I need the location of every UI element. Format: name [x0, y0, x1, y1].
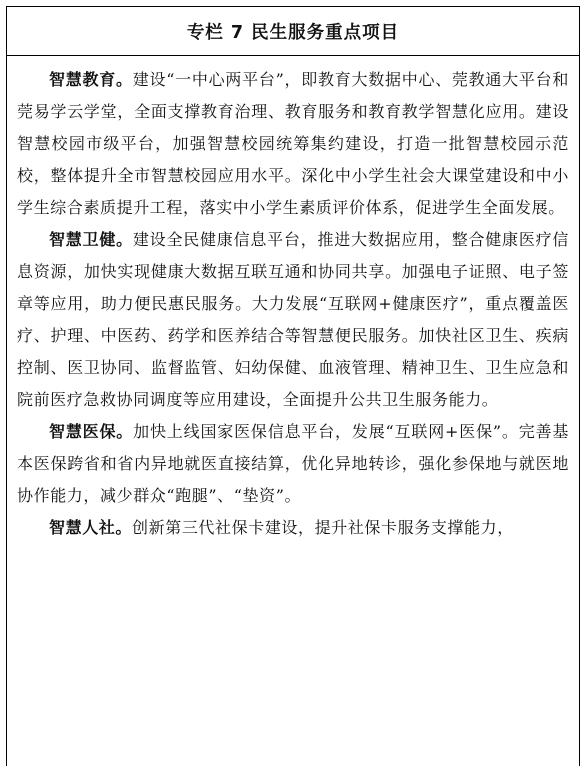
table-title: 专栏 7 民生服务重点项目 — [7, 7, 579, 56]
paragraph-smart-health — [17, 224, 569, 416]
paragraph-smart-medical-insurance — [17, 416, 569, 512]
paragraph-body: 加快上线国家医保信息平台，发展“互联网+医保”。完善基本医保跨省和省内异地就医直接结算，优化异地转诊，强化参保地与就医地协作能力，减少群众“跑腿”、“垫资”。 — [17, 422, 569, 505]
paragraph-lead: 智慧教育。 — [49, 70, 133, 89]
paragraph-smart-education — [17, 64, 569, 224]
project-table — [6, 6, 580, 766]
table-content — [7, 56, 579, 544]
paragraph-body: 创新第三代社保卡建设，提升社保卡服务支撑能力， — [132, 518, 514, 537]
paragraph-body: 建设全民健康信息平台，推进大数据应用，整合健康医疗信息资源，加快实现健康大数据互联互通和协同共享。加强电子证照、电子签章等应用，助力便民惠民服务。大力发展“互联网+健康医疗”，重点覆盖医疗、护理、中医药、药学和医养结合等智慧便民服务。加快社区卫生、疾病控制、医卫协同、监督监管、妇幼保健、血液管理、精神卫生、卫生应急和院前医疗急救协同调度等应用建设，全面提升公共卫生服务能力。 — [17, 230, 569, 409]
paragraph-smart-social-security — [17, 512, 569, 544]
paragraph-body: 建设“一中心两平台”，即教育大数据中心、莞教通大平台和莞易学云学堂，全面支撑教育治理、教育服务和教育教学智慧化应用。建设智慧校园市级平台，加强智慧校园统筹集约建设，打造一批智慧校园示范校，整体提升全市智慧校园应用水平。深化中小学生社会大课堂建设和中小学生综合素质提升工程，落实中小学生素质评价体系，促进学生全面发展。 — [17, 70, 569, 217]
paragraph-lead: 智慧医保。 — [49, 422, 134, 441]
paragraph-lead: 智慧人社。 — [49, 518, 133, 537]
paragraph-lead: 智慧卫健。 — [49, 230, 133, 249]
